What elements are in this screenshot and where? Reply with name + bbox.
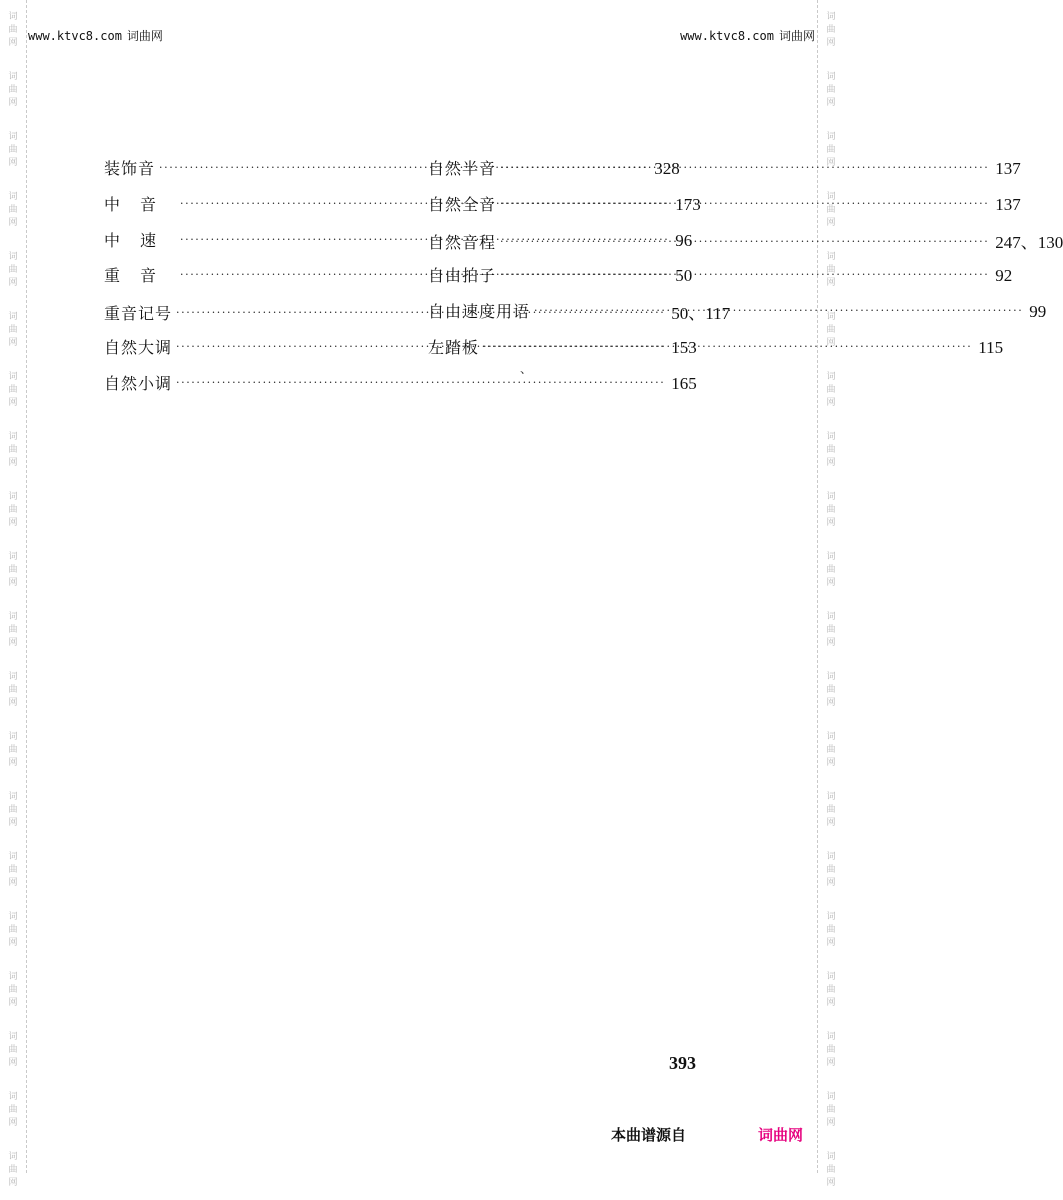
- watermark-char: 曲: [8, 624, 18, 635]
- watermark-char: 词: [826, 791, 836, 802]
- watermark-char: 词: [8, 731, 18, 742]
- watermark-char: 曲: [826, 144, 836, 155]
- watermark-char: 曲: [826, 324, 836, 335]
- index-entry: [104, 371, 697, 407]
- watermark-char: 曲: [8, 864, 18, 875]
- watermark-char: 词: [8, 191, 18, 202]
- watermark-char: 曲: [8, 564, 18, 575]
- watermark-char: 曲: [8, 1104, 18, 1115]
- watermark-char: 词: [8, 1091, 18, 1102]
- watermark-char: 曲: [826, 84, 836, 95]
- watermark-unit: [0, 900, 26, 960]
- watermark-unit: [0, 300, 26, 360]
- index-page-ref: 173: [675, 194, 701, 214]
- watermark-unit: [0, 1140, 26, 1200]
- watermark-char: 网: [8, 1057, 18, 1068]
- watermark-unit: [0, 0, 26, 60]
- index-page-ref: 50、117: [671, 304, 731, 324]
- watermark-char: 词: [826, 311, 836, 322]
- dot-leader: [534, 304, 1023, 317]
- watermark-char: 曲: [8, 744, 18, 755]
- watermark-char: 曲: [826, 504, 836, 515]
- dot-leader: [483, 340, 972, 353]
- watermark-char: 网: [826, 997, 836, 1008]
- watermark-unit: [818, 840, 844, 900]
- watermark-char: 网: [826, 1057, 836, 1068]
- watermark-unit: [0, 180, 26, 240]
- watermark-char: 词: [826, 491, 836, 502]
- watermark-char: 网: [826, 97, 836, 108]
- watermark-char: 曲: [8, 24, 18, 35]
- watermark-char: 网: [8, 877, 18, 888]
- watermark-char: 词: [8, 671, 18, 682]
- watermark-char: 词: [826, 1091, 836, 1102]
- watermark-unit: [0, 600, 26, 660]
- watermark-char: 网: [826, 577, 836, 588]
- watermark-char: 词: [826, 551, 836, 562]
- watermark-unit: [0, 480, 26, 540]
- watermark-char: 曲: [8, 84, 18, 95]
- watermark-char: 网: [8, 37, 18, 48]
- watermark-char: 词: [8, 971, 18, 982]
- watermark-char: 曲: [8, 204, 18, 215]
- watermark-char: 曲: [8, 1164, 18, 1175]
- watermark-char: 词: [8, 251, 18, 262]
- watermark-char: 网: [826, 397, 836, 408]
- watermark-unit: [818, 180, 844, 240]
- watermark-unit: [818, 0, 844, 60]
- index-page-ref: 115: [978, 337, 1004, 357]
- watermark-char: 网: [8, 757, 18, 768]
- watermark-char: 曲: [8, 444, 18, 455]
- watermark-char: 曲: [826, 684, 836, 695]
- watermark-char: 词: [826, 1031, 836, 1042]
- watermark-char: 网: [8, 937, 18, 948]
- index-page-ref: 137: [995, 194, 1021, 214]
- watermark-unit: [0, 780, 26, 840]
- watermark-char: 曲: [826, 24, 836, 35]
- watermark-unit: [818, 1140, 844, 1200]
- watermark-char: 词: [826, 251, 836, 262]
- watermark-char: 网: [826, 937, 836, 948]
- watermark-char: 曲: [8, 804, 18, 815]
- watermark-char: 曲: [826, 624, 836, 635]
- watermark-char: 网: [8, 1117, 18, 1128]
- watermark-char: 词: [8, 431, 18, 442]
- watermark-char: 曲: [826, 1164, 836, 1175]
- watermark-char: 词: [8, 551, 18, 562]
- watermark-char: 网: [8, 1177, 18, 1188]
- watermark-char: 曲: [8, 144, 18, 155]
- watermark-char: 网: [826, 697, 836, 708]
- watermark-char: 曲: [8, 384, 18, 395]
- watermark-char: 网: [8, 217, 18, 228]
- watermark-char: 词: [826, 611, 836, 622]
- watermark-unit: [0, 660, 26, 720]
- index-page-ref: 247、130: [995, 232, 1063, 252]
- watermark-char: 网: [826, 37, 836, 48]
- index-entry: [428, 192, 1021, 228]
- watermark-char: 网: [826, 817, 836, 828]
- watermark-char: 网: [8, 97, 18, 108]
- watermark-char: 曲: [826, 744, 836, 755]
- watermark-unit: [0, 1080, 26, 1140]
- watermark-char: 词: [8, 131, 18, 142]
- watermark-char: 网: [826, 337, 836, 348]
- watermark-char: 曲: [826, 984, 836, 995]
- index-entry: [428, 156, 1021, 192]
- index-page-ref: 96: [675, 230, 693, 250]
- watermark-char: 曲: [8, 984, 18, 995]
- watermark-unit: [818, 960, 844, 1020]
- index-term: 自然大调: [104, 337, 173, 357]
- watermark-char: 曲: [826, 1104, 836, 1115]
- watermark-unit: [0, 120, 26, 180]
- watermark-char: 词: [8, 1031, 18, 1042]
- watermark-char: 曲: [826, 924, 836, 935]
- watermark-char: 网: [8, 157, 18, 168]
- index-page-ref: 50: [675, 266, 693, 286]
- watermark-char: 网: [826, 1177, 836, 1188]
- watermark-char: 曲: [826, 264, 836, 275]
- watermark-unit: [0, 840, 26, 900]
- dot-leader: [500, 268, 989, 281]
- index-term: 自由速度用语: [428, 302, 531, 322]
- watermark-char: 曲: [8, 1044, 18, 1055]
- watermark-char: 曲: [826, 444, 836, 455]
- index-page-ref: 99: [1029, 302, 1047, 322]
- index-term: 重音记号: [104, 304, 173, 324]
- watermark-char: 词: [8, 611, 18, 622]
- stray-punctuation-mark: 、: [520, 362, 533, 376]
- watermark-char: 曲: [8, 924, 18, 935]
- watermark-unit: [0, 1020, 26, 1080]
- watermark-char: 网: [8, 337, 18, 348]
- index-term: 自然全音: [428, 194, 497, 214]
- watermark-unit: [818, 540, 844, 600]
- watermark-char: 网: [826, 457, 836, 468]
- watermark-char: 曲: [826, 864, 836, 875]
- index-term: 自然小调: [104, 373, 173, 393]
- watermark-char: 词: [826, 1151, 836, 1162]
- watermark-char: 网: [8, 577, 18, 588]
- dot-leader: [500, 197, 989, 210]
- index-page-ref: 165: [671, 373, 697, 393]
- header-right: [680, 27, 815, 44]
- dot-leader: [500, 235, 989, 248]
- index-term: 自然半音: [428, 159, 497, 178]
- watermark-char: 曲: [826, 804, 836, 815]
- watermark-char: 词: [8, 371, 18, 382]
- watermark-char: 词: [826, 971, 836, 982]
- watermark-char: 词: [826, 371, 836, 382]
- index-term: 左踏板: [428, 337, 480, 357]
- watermark-char: 网: [8, 397, 18, 408]
- watermark-char: 网: [826, 277, 836, 288]
- watermark-unit: [0, 240, 26, 300]
- watermark-char: 词: [826, 431, 836, 442]
- header-left-url[interactable]: www.ktvc8.com: [28, 29, 122, 43]
- watermark-char: 词: [826, 131, 836, 142]
- watermark-char: 曲: [826, 204, 836, 215]
- watermark-char: 网: [8, 277, 18, 288]
- watermark-char: 网: [826, 517, 836, 528]
- watermark-unit: [818, 780, 844, 840]
- index-page-ref: 137: [995, 159, 1021, 178]
- watermark-unit: [818, 720, 844, 780]
- watermark-char: 曲: [826, 384, 836, 395]
- index-term: 装饰音: [104, 159, 156, 178]
- watermark-char: 词: [8, 311, 18, 322]
- index-entry: [428, 263, 1013, 299]
- watermark-char: 网: [8, 457, 18, 468]
- watermark-char: 网: [8, 517, 18, 528]
- index-term: 自由拍子: [428, 266, 497, 286]
- watermark-unit: [818, 360, 844, 420]
- watermark-char: 网: [826, 637, 836, 648]
- watermark-char: 词: [826, 191, 836, 202]
- watermark-char: 网: [826, 1117, 836, 1128]
- index-term: 中音: [104, 194, 177, 214]
- index-right-column: [428, 156, 1063, 371]
- watermark-char: 网: [826, 757, 836, 768]
- right-watermark-strip: [817, 0, 844, 1188]
- watermark-char: 曲: [826, 1044, 836, 1055]
- watermark-unit: [818, 600, 844, 660]
- index-term: 中速: [104, 230, 177, 250]
- watermark-char: 词: [8, 1151, 18, 1162]
- watermark-unit: [818, 420, 844, 480]
- left-watermark-strip: [0, 0, 27, 1188]
- watermark-char: 词: [8, 851, 18, 862]
- watermark-char: 词: [826, 11, 836, 22]
- watermark-unit: [818, 480, 844, 540]
- watermark-char: 网: [8, 997, 18, 1008]
- watermark-char: 网: [826, 157, 836, 168]
- watermark-unit: [818, 1020, 844, 1080]
- watermark-unit: [818, 900, 844, 960]
- watermark-char: 曲: [8, 324, 18, 335]
- footer-source-label: 本曲谱源自: [611, 1126, 687, 1144]
- watermark-char: 词: [8, 491, 18, 502]
- index-page-ref: 153: [671, 337, 697, 357]
- index-term: 自然音程: [428, 232, 497, 252]
- index-entry: [428, 228, 1063, 264]
- watermark-char: 词: [826, 851, 836, 862]
- header-left-brand: 词曲网: [126, 29, 163, 43]
- watermark-char: 词: [826, 911, 836, 922]
- watermark-char: 词: [8, 911, 18, 922]
- header-right-url[interactable]: www.ktvc8.com: [680, 29, 774, 43]
- watermark-char: 网: [8, 697, 18, 708]
- watermark-char: 曲: [8, 264, 18, 275]
- watermark-char: 网: [826, 877, 836, 888]
- watermark-char: 曲: [8, 504, 18, 515]
- dot-leader: [176, 376, 665, 389]
- footer-brand-link[interactable]: 词曲网: [758, 1126, 804, 1144]
- watermark-unit: [818, 1080, 844, 1140]
- watermark-unit: [818, 60, 844, 120]
- watermark-char: 词: [826, 731, 836, 742]
- watermark-unit: [0, 420, 26, 480]
- dot-leader: [500, 161, 989, 174]
- watermark-char: 曲: [8, 684, 18, 695]
- watermark-char: 曲: [826, 564, 836, 575]
- header-left: [28, 27, 163, 44]
- index-entry: [428, 299, 1047, 335]
- header-right-brand: 词曲网: [778, 29, 815, 43]
- index-page-ref: 92: [995, 266, 1013, 286]
- watermark-unit: [0, 60, 26, 120]
- watermark-char: 词: [826, 71, 836, 82]
- watermark-char: 词: [8, 791, 18, 802]
- watermark-char: 网: [8, 637, 18, 648]
- page-number: 393: [669, 1053, 696, 1073]
- watermark-char: 词: [826, 671, 836, 682]
- watermark-char: 词: [8, 11, 18, 22]
- watermark-char: 网: [826, 217, 836, 228]
- watermark-unit: [0, 360, 26, 420]
- watermark-unit: [0, 960, 26, 1020]
- watermark-char: 网: [8, 817, 18, 828]
- watermark-char: 词: [8, 71, 18, 82]
- watermark-unit: [0, 540, 26, 600]
- watermark-unit: [0, 720, 26, 780]
- index-page-ref: 328: [654, 159, 680, 178]
- index-entry: [428, 335, 1004, 371]
- index-term: 重音: [104, 266, 177, 286]
- watermark-unit: [818, 660, 844, 720]
